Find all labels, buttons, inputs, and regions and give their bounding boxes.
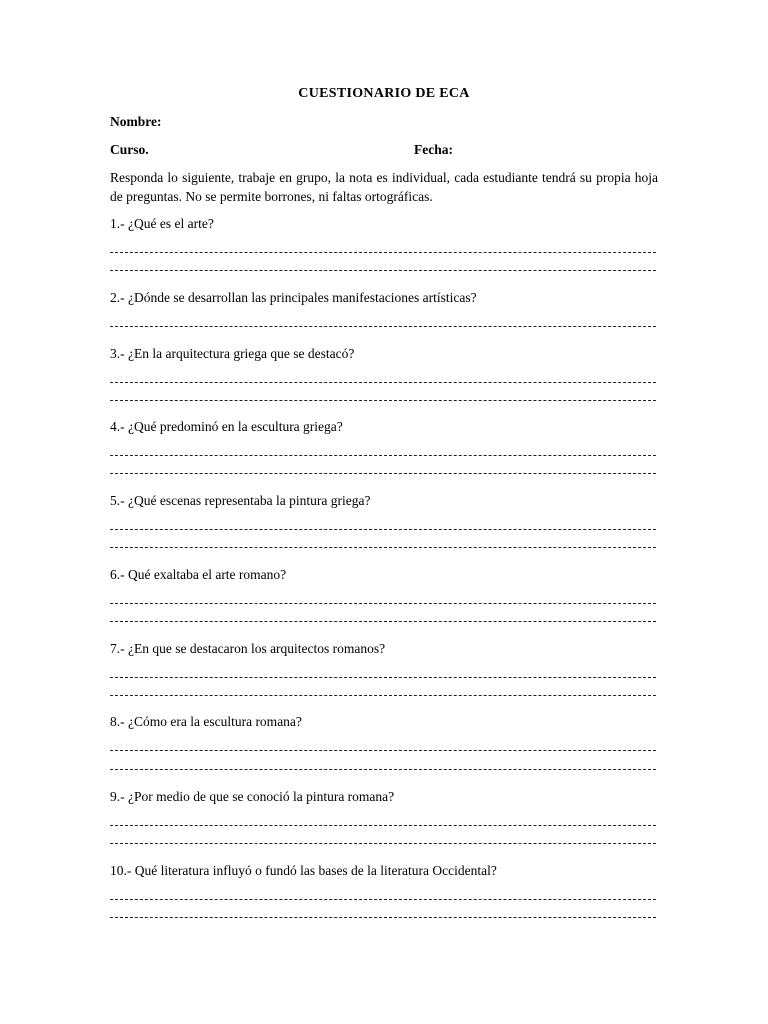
- answer-line: [110, 621, 656, 622]
- answer-line: [110, 917, 656, 918]
- answer-line: [110, 899, 656, 900]
- answer-line: [110, 769, 656, 770]
- answer-line: [110, 252, 656, 253]
- fecha-label: Fecha:: [414, 142, 453, 157]
- question-4: 4.- ¿Qué predominó en la escultura griega?: [110, 419, 343, 434]
- answer-line: [110, 547, 656, 548]
- answer-line: [110, 473, 656, 474]
- answer-line: [110, 677, 656, 678]
- question-7: 7.- ¿En que se destacaron los arquitectos romanos?: [110, 641, 386, 656]
- answer-line: [110, 695, 656, 696]
- answer-line: [110, 382, 656, 383]
- question-1: 1.- ¿Qué es el arte?: [110, 216, 214, 231]
- answer-line: [110, 603, 656, 604]
- answer-line: [110, 326, 656, 327]
- curso-label: Curso.: [110, 142, 149, 157]
- question-5: 5.- ¿Qué escenas representaba la pintura griega?: [110, 493, 371, 508]
- question-9: 9.- ¿Por medio de que se conoció la pintura romana?: [110, 789, 395, 804]
- answer-line: [110, 843, 656, 844]
- answer-line: [110, 400, 656, 401]
- answer-line: [110, 455, 656, 456]
- answer-line: [110, 750, 656, 751]
- answer-line: [110, 270, 656, 271]
- question-2: 2.- ¿Dónde se desarrollan las principales manifestaciones artísticas?: [110, 290, 477, 305]
- instructions-paragraph: Responda lo siguiente, trabaje en grupo, la nota es individual, cada estudiante tendrá su propia hoja de preguntas. No se permite borrones, ni faltas ortográficas.: [110, 170, 658, 204]
- question-10: 10.- Qué literatura influyó o fundó las bases de la literatura Occidental?: [110, 863, 497, 878]
- answer-line: [110, 529, 656, 530]
- answer-line: [110, 825, 656, 826]
- question-6: 6.- Qué exaltaba el arte romano?: [110, 567, 287, 582]
- page-title: CUESTIONARIO DE ECA: [298, 86, 470, 101]
- question-8: 8.- ¿Cómo era la escultura romana?: [110, 714, 302, 729]
- question-3: 3.- ¿En la arquitectura griega que se destacó?: [110, 346, 355, 361]
- nombre-label: Nombre:: [110, 114, 162, 129]
